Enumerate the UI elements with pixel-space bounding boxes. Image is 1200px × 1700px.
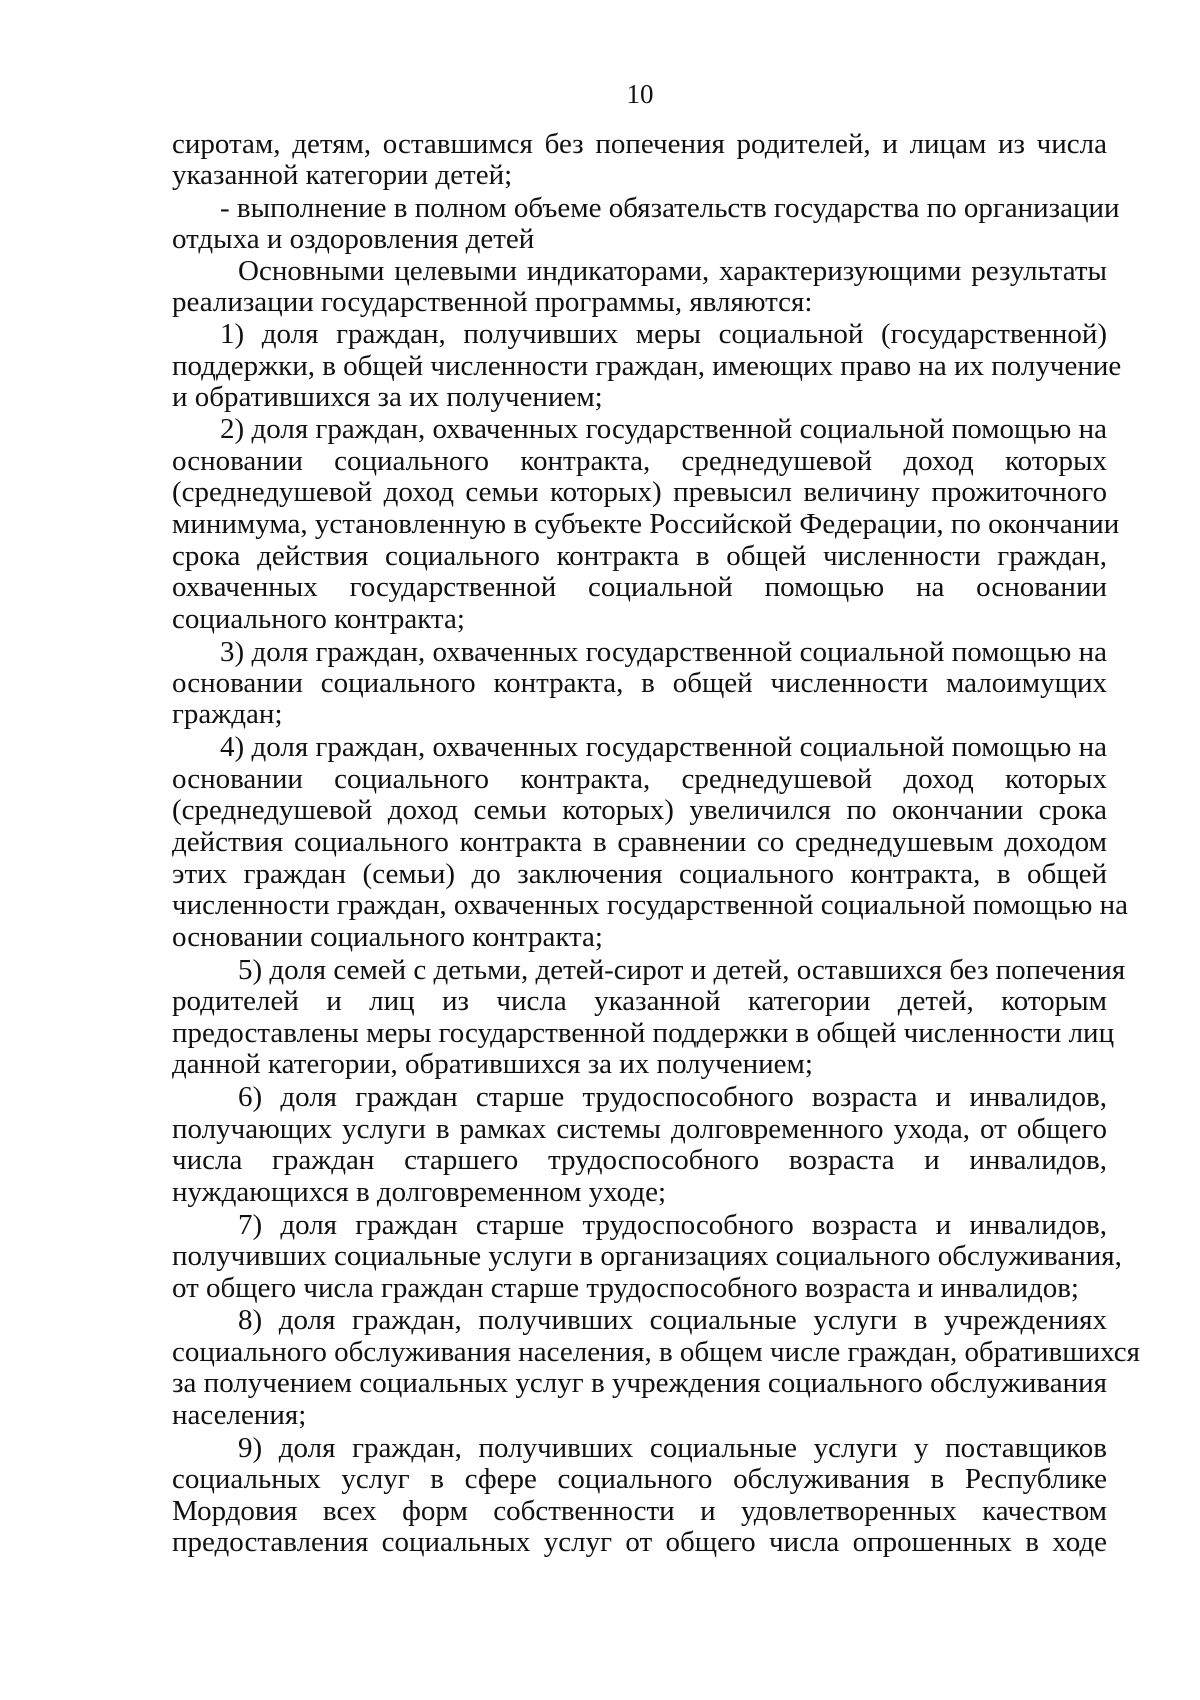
text-line: (среднедушевой доход семьи которых) превысил величину прожиточного <box>172 476 1107 508</box>
text-line: получивших социальные услуги в организациях социального обслуживания, <box>172 1240 1122 1272</box>
text-line: численности граждан, охваченных государственной социальной помощью на <box>172 889 1129 921</box>
text-line: действия социального контракта в сравнении со среднедушевым доходом <box>172 826 1107 858</box>
text-line: основании социального контракта; <box>172 921 603 953</box>
text-line: основании социального контракта, среднедушевой доход которых <box>172 763 1107 795</box>
text-line: и обратившихся за их получением; <box>172 381 603 413</box>
text-line: Основными целевыми индикаторами, характеризующими результаты <box>238 255 1107 287</box>
text-line: срока действия социального контракта в общей численности граждан, <box>172 540 1107 572</box>
text-line: Мордовия всех форм собственности и удовлетворенных качеством <box>172 1495 1107 1527</box>
text-line: 5) доля семей с детьми, детей-сирот и детей, оставшихся без попечения <box>238 954 1126 986</box>
text-line: социального обслуживания населения, в общем числе граждан, обратившихся <box>172 1336 1140 1368</box>
text-line: основании социального контракта, в общей численности малоимущих <box>172 667 1107 699</box>
text-line: 3) доля граждан, охваченных государственной социальной помощью на <box>220 636 1107 668</box>
page-number: 10 <box>626 79 654 109</box>
text-line: 7) доля граждан старше трудоспособного возраста и инвалидов, <box>238 1209 1107 1241</box>
text-line: - выполнение в полном объеме обязательств государства по организации <box>220 192 1120 224</box>
text-line: родителей и лиц из числа указанной категории детей, которым <box>172 985 1107 1017</box>
text-line: отдыха и оздоровления детей <box>172 223 535 255</box>
text-line: 6) доля граждан старше трудоспособного возраста и инвалидов, <box>238 1081 1107 1113</box>
text-line: данной категории, обратившихся за их получением; <box>172 1048 813 1080</box>
text-line: этих граждан (семьи) до заключения социального контракта, в общей <box>172 858 1107 890</box>
text-line: получающих услуги в рамках системы долговременного ухода, от общего <box>172 1113 1107 1145</box>
text-line: числа граждан старшего трудоспособного возраста и инвалидов, <box>172 1144 1107 1176</box>
text-line: основании социального контракта, среднедушевой доход которых <box>172 445 1107 477</box>
text-line: от общего числа граждан старше трудоспособного возраста и инвалидов; <box>172 1272 1079 1304</box>
text-line: 4) доля граждан, охваченных государственной социальной помощью на <box>220 731 1107 763</box>
text-line: 1) доля граждан, получивших меры социальной (государственной) <box>220 318 1107 350</box>
text-line: социального контракта; <box>172 603 465 635</box>
text-line: сиротам, детям, оставшимся без попечения родителей, и лицам из числа <box>172 128 1107 160</box>
text-line: за получением социальных услуг в учреждения социального обслуживания <box>172 1367 1107 1399</box>
text-line: граждан; <box>172 698 283 730</box>
text-line: поддержки, в общей численности граждан, имеющих право на их получение <box>172 350 1122 382</box>
text-line: 8) доля граждан, получивших социальные услуги в учреждениях <box>238 1304 1107 1336</box>
text-line: нуждающихся в долговременном уходе; <box>172 1176 667 1208</box>
text-line: минимума, установленную в субъекте Российской Федерации, по окончании <box>172 508 1120 540</box>
text-line: предоставления социальных услуг от общего числа опрошенных в ходе <box>172 1526 1107 1558</box>
text-line: реализации государственной программы, являются: <box>172 286 813 318</box>
text-line: предоставлены меры государственной поддержки в общей численности лиц <box>172 1017 1115 1049</box>
text-line: населения; <box>172 1399 307 1431</box>
text-line: 9) доля граждан, получивших социальные услуги у поставщиков <box>238 1432 1107 1464</box>
text-line: 2) доля граждан, охваченных государственной социальной помощью на <box>220 413 1107 445</box>
text-line: охваченных государственной социальной помощью на основании <box>172 571 1107 603</box>
text-line: указанной категории детей; <box>172 159 513 191</box>
text-line: (среднедушевой доход семьи которых) увеличился по окончании срока <box>172 794 1107 826</box>
text-line: социальных услуг в сфере социального обслуживания в Республике <box>172 1463 1107 1495</box>
